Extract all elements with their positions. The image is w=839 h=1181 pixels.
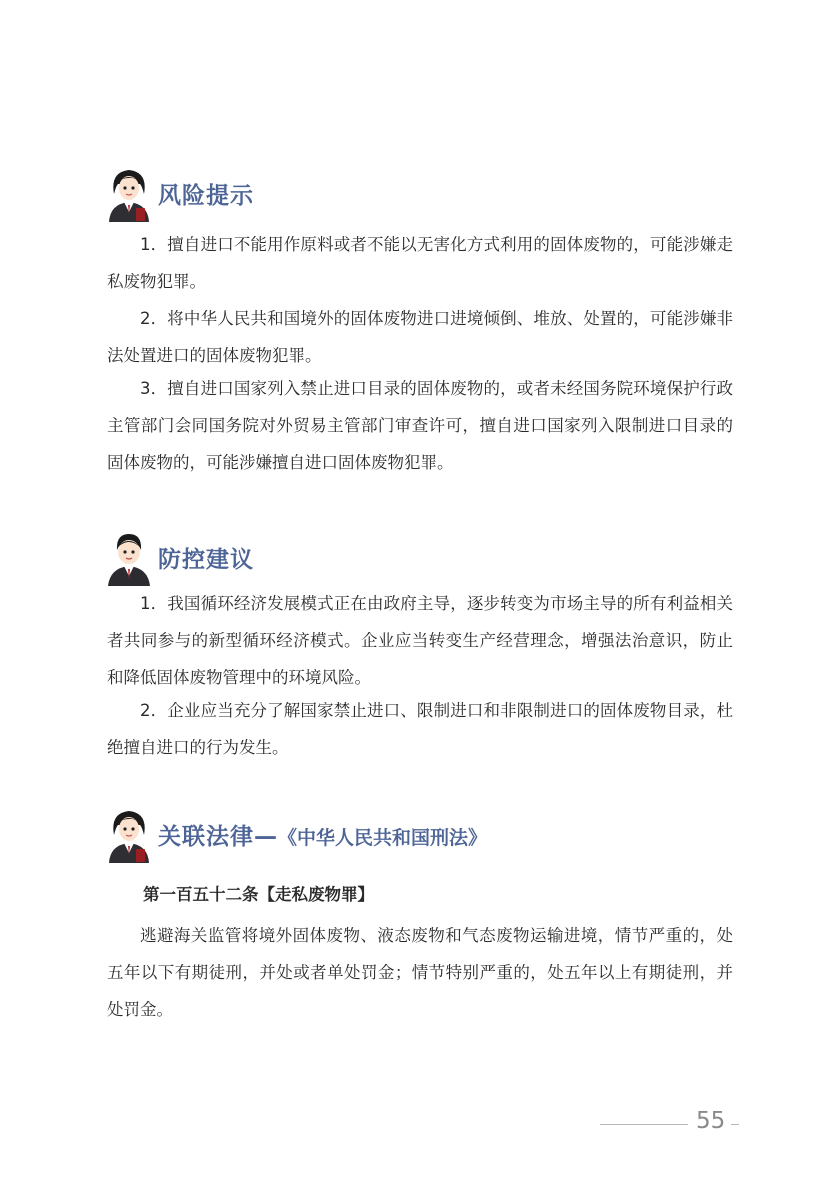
law-section-header [104,805,487,863]
page-number: 55 [696,1108,726,1134]
male-lawyer-avatar-icon [104,528,154,586]
prevention-paragraph-1: 1．我国循环经济发展模式正在由政府主导，逐步转变为市场主导的所有利益相关者共同参与的新型循环经济模式。企业应当转变生产经营理念，增强法治意识，防止和降低固体废物管理中的环境风险。 [107,594,733,687]
female-lawyer-avatar-icon [104,805,154,863]
article-text: 逃避海关监管将境外固体废物、液态废物和气态废物运输进境，情节严重的，处五年以下有期徒刑，并处或者单处罚金；情节特别严重的，处五年以上有期徒刑，并处罚金。 [107,926,733,1019]
risk-paragraph-1: 1．擅自进口不能用作原料或者不能以无害化方式利用的固体废物的，可能涉嫌走私废物犯罪。 [107,235,733,291]
female-lawyer-avatar-icon [104,164,154,222]
law-section-title [158,818,487,851]
prevention-section-title: 防控建议 [158,546,254,573]
page-number-dash [731,1124,739,1125]
article-heading: 第一百五十二条【走私废物罪】 [143,885,374,904]
prevention-paragraph-2: 2．企业应当充分了解国家禁止进口、限制进口和非限制进口的固体废物目录，杜绝擅自进口的行为发生。 [107,701,733,757]
prevention-section-header [104,528,254,586]
law-book-title: 《中华人民共和国刑法》 [278,826,488,849]
risk-section-title: 风险提示 [158,182,254,209]
risk-section-header [104,164,254,222]
page-number-rule [600,1124,688,1125]
law-title-label: 关联法律— [158,823,278,850]
risk-paragraph-3: 3．擅自进口国家列入禁止进口目录的固体废物的，或者未经国务院环境保护行政主管部门会同国务院对外贸易主管部门审查许可，擅自进口国家列入限制进口目录的固体废物的，可能涉嫌擅自进口固体废物犯罪。 [107,379,733,472]
risk-paragraph-2: 2．将中华人民共和国境外的固体废物进口进境倾倒、堆放、处置的，可能涉嫌非法处置进口的固体废物犯罪。 [107,309,733,365]
